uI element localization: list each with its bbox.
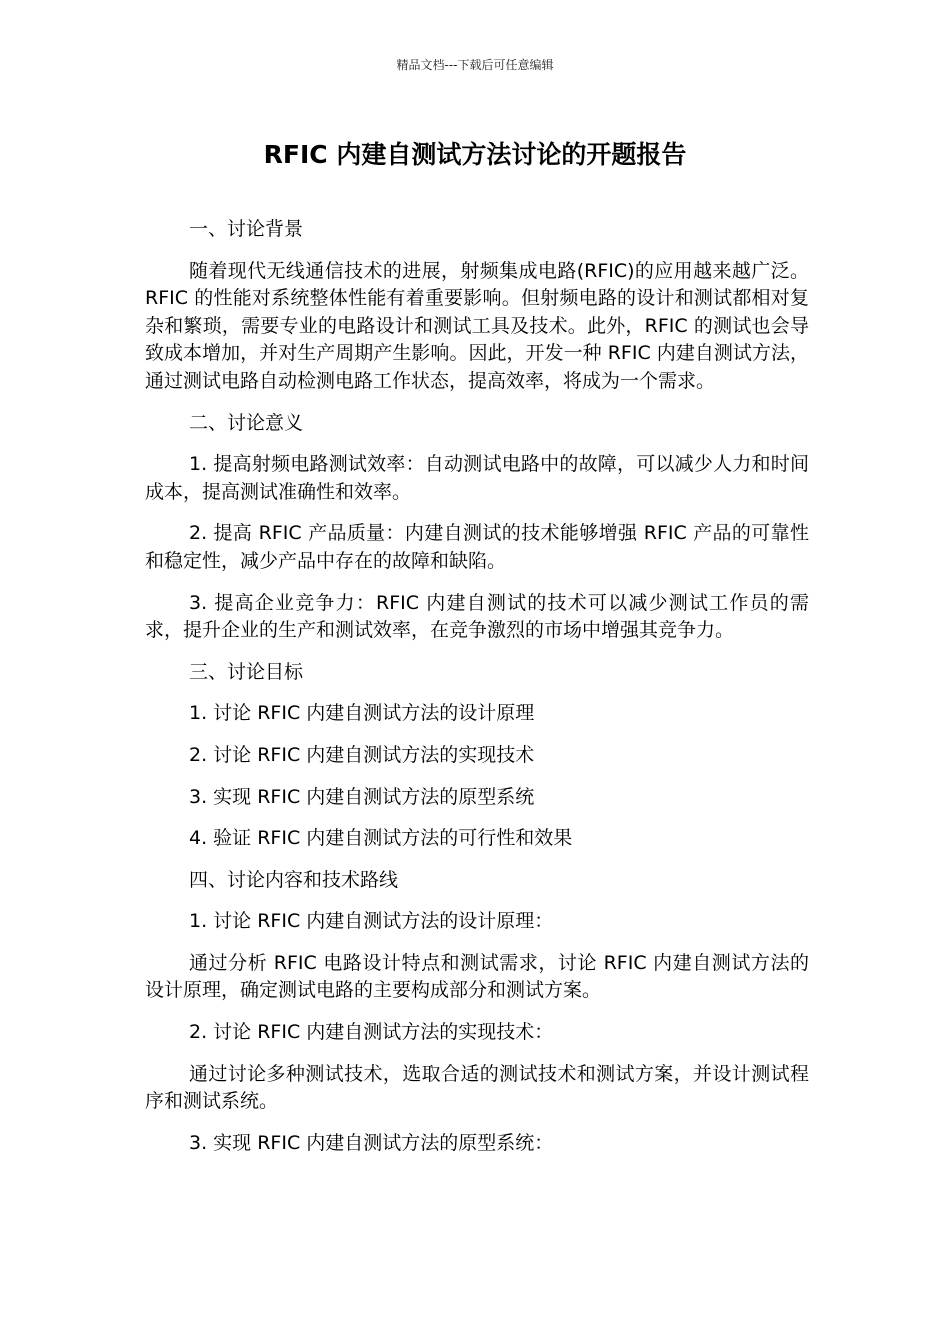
goal-item-2: 2. 讨论 RFIC 内建自测试方法的实现技术 <box>189 743 535 766</box>
significance-item-2: 2. 提高 RFIC 产品质量：内建自测试的技术能够增强 RFIC 产品的可靠性和稳定性，减少产品中存在的故障和缺陷。 <box>145 522 809 572</box>
content-item-1-text: 通过分析 RFIC 电路设计特点和测试需求，讨论 RFIC 内建自测试方法的设计原理，确定测试电路的主要构成部分和测试方案。 <box>145 951 809 1002</box>
background-paragraph: 随着现代无线通信技术的进展，射频集成电路(RFIC)的应用越来越广泛。RFIC 的性能对系统整体性能有着重要影响。但射频电路的设计和测试都相对复杂和繁琐，需要专业的电路设计和测试工具及技术。此外，RFIC 的测试也会导致成本增加，并对生产周期产生影响。因此，开发一种 RFIC 内建自测试方法，通过测试电路自动检测电路工作状态，提高效率，将成为一个需求。 <box>145 259 809 392</box>
running-header: 精品文档---下载后可任意编辑 <box>396 58 554 72</box>
content-item-1-heading: 1. 讨论 RFIC 内建自测试方法的设计原理： <box>189 910 554 933</box>
content-item-2-text: 通过讨论多种测试技术，选取合适的测试技术和测试方案，并设计测试程序和测试系统。 <box>145 1062 809 1113</box>
significance-item-1: 1. 提高射频电路测试效率：自动测试电路中的故障，可以减少人力和时间成本，提高测试准确性和效率。 <box>145 453 809 503</box>
section-heading-goals: 三、讨论目标 <box>189 660 304 683</box>
content-item-2-heading: 2. 讨论 RFIC 内建自测试方法的实现技术： <box>189 1021 554 1044</box>
goal-item-4: 4. 验证 RFIC 内建自测试方法的可行性和效果 <box>189 827 573 850</box>
document-title: RFIC 内建自测试方法讨论的开题报告 <box>263 140 687 169</box>
content-item-3-heading: 3. 实现 RFIC 内建自测试方法的原型系统： <box>189 1131 554 1154</box>
section-heading-background: 一、讨论背景 <box>189 218 304 240</box>
document-body <box>145 216 809 1171</box>
section-heading-content: 四、讨论内容和技术路线 <box>189 868 399 891</box>
section-heading-significance: 二、讨论意义 <box>189 411 304 434</box>
goal-item-3: 3. 实现 RFIC 内建自测试方法的原型系统 <box>189 785 535 808</box>
goal-item-1: 1. 讨论 RFIC 内建自测试方法的设计原理 <box>189 702 535 725</box>
significance-item-3: 3. 提高企业竞争力：RFIC 内建自测试的技术可以减少测试工作员的需求，提升企业的生产和测试效率，在竞争激烈的市场中增强其竞争力。 <box>145 591 809 642</box>
